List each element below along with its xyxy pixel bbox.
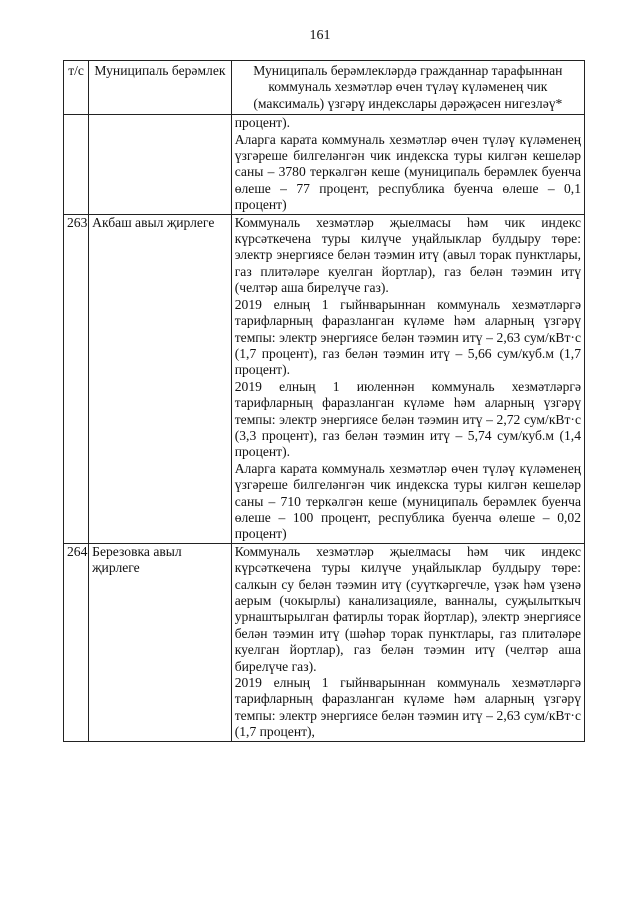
row-num xyxy=(64,115,89,214)
description-paragraph: Аларга карата коммуналь хезмәтләр өчен түләү күләменең үзгәреше билгеләнгән чик индекска туры килгән кешеләр саны – 710 теркәлгән кеше (муниципаль берәмлек буенча өлеше – 100 процент, республика буенча өлеше – 0,02 процент) xyxy=(234,460,581,542)
indices-table xyxy=(63,60,585,742)
row-description xyxy=(231,115,584,214)
header-municipality: Муниципаль берәмлек xyxy=(89,61,232,115)
row-num: 264 xyxy=(64,543,89,741)
description-paragraph: Коммуналь хезмәтләр җыелмасы һәм чик индекс күрсәткечена туры килүче уңайлыклар булдыру төре: салкын су белән тәэмин итү (суүткәргечле, үзәк һәм үзенә аерым (чокырлы) канализацияле, ванналы, суҗылыткыч урнаштырылган фатирлы торак йортлар), электр энергиясе белән тәэмин итү (шәһәр торак пунктлары, газ плитәләре куелган йортлар), газ белән тәэмин итү (челтәр аша бирелүче газ). xyxy=(234,543,581,674)
header-num: т/с xyxy=(64,61,89,115)
description-paragraph: 2019 елның 1 гыйнварыннан коммуналь хезмәтләргә тарифларның фаразланган күләме һәм аларның үзгәрү темпы: электр энергиясе белән тәэмин итү – 2,63 сум/кВт·с (1,7 процент), газ белән тәэмин итү – 5,66 сум/куб.м (1,7 процент). xyxy=(234,296,581,378)
header-description: Муниципаль берәмлекләрдә гражданнар тарафыннан коммуналь хезмәтләр өчен түләү күләменең чик (максималь) үзгәрү индекслары дәрәҗәсен нигезләү* xyxy=(231,61,584,115)
table-header-row xyxy=(64,61,585,115)
description-paragraph: процент). xyxy=(234,115,291,131)
row-municipality xyxy=(89,115,232,214)
description-paragraph: Коммуналь хезмәтләр җыелмасы һәм чик индекс күрсәткечена туры килүче уңайлыклар булдыру төре: электр энергиясе белән тәэмин итү (авыл торак пунктлары, газ плитәләре куелган йортлар), газ белән тәэмин итү (челтәр аша бирелүче газ). xyxy=(234,214,581,296)
table-row xyxy=(64,543,585,741)
row-municipality: Березовка авыл җирлеге xyxy=(89,543,232,741)
description-paragraph: 2019 елның 1 июленнән коммуналь хезмәтләргә тарифларның фаразланган күләме һәм аларның үзгәрү темпы: электр энергиясе белән тәэмин итү – 2,72 сум/кВт·с (3,3 процент), газ белән тәэмин итү – 5,74 сум/куб.м (1,4 процент). xyxy=(234,378,581,460)
page-number: 161 xyxy=(309,28,331,43)
table-row xyxy=(64,115,585,214)
row-description xyxy=(231,214,584,543)
table-row xyxy=(64,214,585,543)
description-paragraph: Аларга карата коммуналь хезмәтләр өчен түләү күләменең үзгәреше билгеләнгән чик индекска туры килгән кешеләр саны – 3780 теркәлгән кеше (муниципаль берәмлек буенча өлеше – 77 процент, республика буенча өлеше – 0,1 процент) xyxy=(234,131,581,213)
description-paragraph: 2019 елның 1 гыйнварыннан коммуналь хезмәтләргә тарифларның фаразланган күләме һәм аларның үзгәрү темпы: электр энергиясе белән тәэмин итү – 2,63 сум/кВт·с (1,7 процент), xyxy=(234,675,581,740)
row-num: 263 xyxy=(64,214,89,543)
row-municipality: Акбаш авыл җирлеге xyxy=(89,214,232,543)
row-description xyxy=(231,543,584,741)
